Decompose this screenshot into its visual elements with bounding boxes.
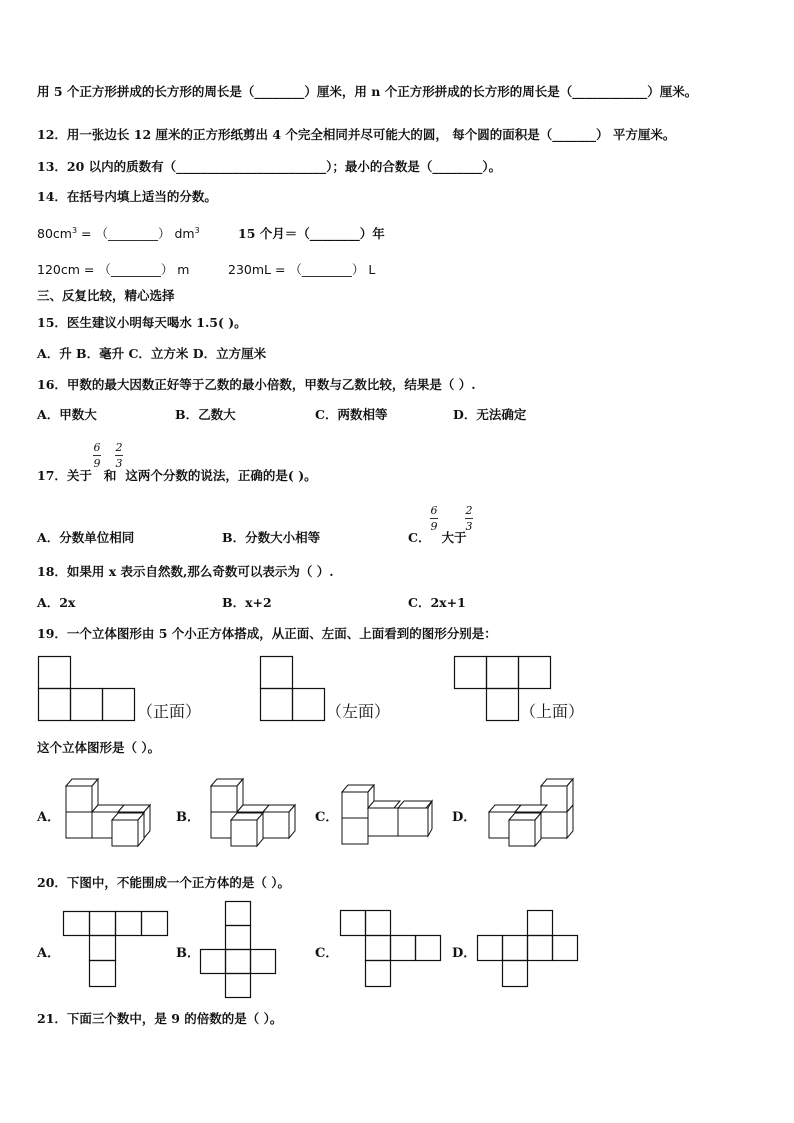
q18-option-c: C．2x+1 [408, 595, 466, 610]
question-13: 13．20 以内的质数有（________________________）；最小的合数是（________）。 [37, 159, 502, 174]
q19-option-d-label: D． [452, 810, 477, 825]
q19-option-c-solid [340, 778, 436, 848]
q20-option-b-net [200, 901, 278, 999]
question-20: 20．下图中，不能围成一个正方体的是（ ）。 [37, 875, 290, 890]
fraction-6-9-option: 6 9 [430, 504, 438, 533]
left-view-figure [260, 656, 328, 722]
section-3-heading: 三、反复比较，精心选择 [37, 288, 175, 303]
caption-top: （上面） [520, 702, 585, 721]
question-15: 15．医生建议小明每天喝水 1.5( )。 [37, 315, 247, 330]
q16-option-d: D．无法确定 [453, 407, 527, 422]
q20-option-d-label: D． [452, 946, 477, 961]
q19-option-a-solid [64, 776, 154, 848]
question-14: 14．在括号内填上适当的分数。 [37, 189, 217, 204]
fraction-2-3-option: 2 3 [465, 504, 473, 533]
q14-row2-b: 230mL = （________） L [228, 262, 376, 277]
q17-option-c: C． 大于 [408, 530, 467, 545]
q20-option-a-net [63, 911, 173, 989]
q17-option-b: B．分数大小相等 [222, 530, 321, 545]
q14-row2-a: 120cm = （________） m [37, 262, 190, 277]
q19-question: 这个立体图形是（ ）。 [37, 740, 161, 755]
question-16: 16．甲数的最大因数正好等于乙数的最小倍数，甲数与乙数比较，结果是（ ）. [37, 377, 476, 392]
question-15-options: A．升 B．毫升 C．立方米 D．立方厘米 [37, 346, 267, 361]
front-view-figure [38, 656, 138, 722]
q14-row1-a: $80cm^3$ = （________） $dm^3$ [37, 225, 200, 241]
q17-option-a: A．分数单位相同 [37, 530, 135, 545]
q11-continuation: 用 5 个正方形拼成的长方形的周长是（________）厘米，用 n 个正方形拼成的长方形的周长是（____________）厘米。 [37, 84, 698, 99]
q19-option-b-solid [209, 776, 301, 850]
q20-option-c-net [340, 910, 442, 988]
q19-option-a-label: A． [37, 810, 61, 825]
fraction-2-3: 2 3 [115, 441, 123, 470]
fraction-6-9: 6 9 [93, 441, 101, 470]
q20-option-a-label: A． [37, 946, 61, 961]
q20-option-d-net [477, 910, 579, 988]
q19-option-b-label: B． [176, 810, 200, 825]
q16-option-b: B．乙数大 [175, 407, 236, 422]
q20-option-c-label: C． [315, 946, 339, 961]
question-12: 12．用一张边长 12 厘米的正方形纸剪出 4 个完全相同并尽可能大的圆， 每个圆的面积是（_______） 平方厘米。 [37, 127, 676, 142]
question-17: 17．关于 和 这两个分数的说法，正确的是( )。 [37, 468, 317, 483]
q20-option-b-label: B． [176, 946, 200, 961]
q16-option-a: A．甲数大 [37, 407, 97, 422]
q18-option-a: A．2x [37, 595, 76, 610]
q19-option-c-label: C． [315, 810, 339, 825]
question-21: 21．下面三个数中，是 9 的倍数的是（ ）。 [37, 1011, 283, 1026]
q14-row1-b: 15 个月＝（________）年 [238, 226, 385, 241]
question-18: 18．如果用 x 表示自然数,那么奇数可以表示为（ ）. [37, 564, 334, 579]
q19-option-d-solid [487, 776, 579, 850]
q18-option-b: B．x+2 [222, 595, 272, 610]
caption-left: （左面） [326, 702, 391, 721]
caption-front: （正面） [137, 702, 202, 721]
question-19: 19．一个立体图形由 5 个小正方体搭成，从正面、左面、上面看到的图形分别是： [37, 626, 497, 641]
q16-option-c: C．两数相等 [315, 407, 388, 422]
